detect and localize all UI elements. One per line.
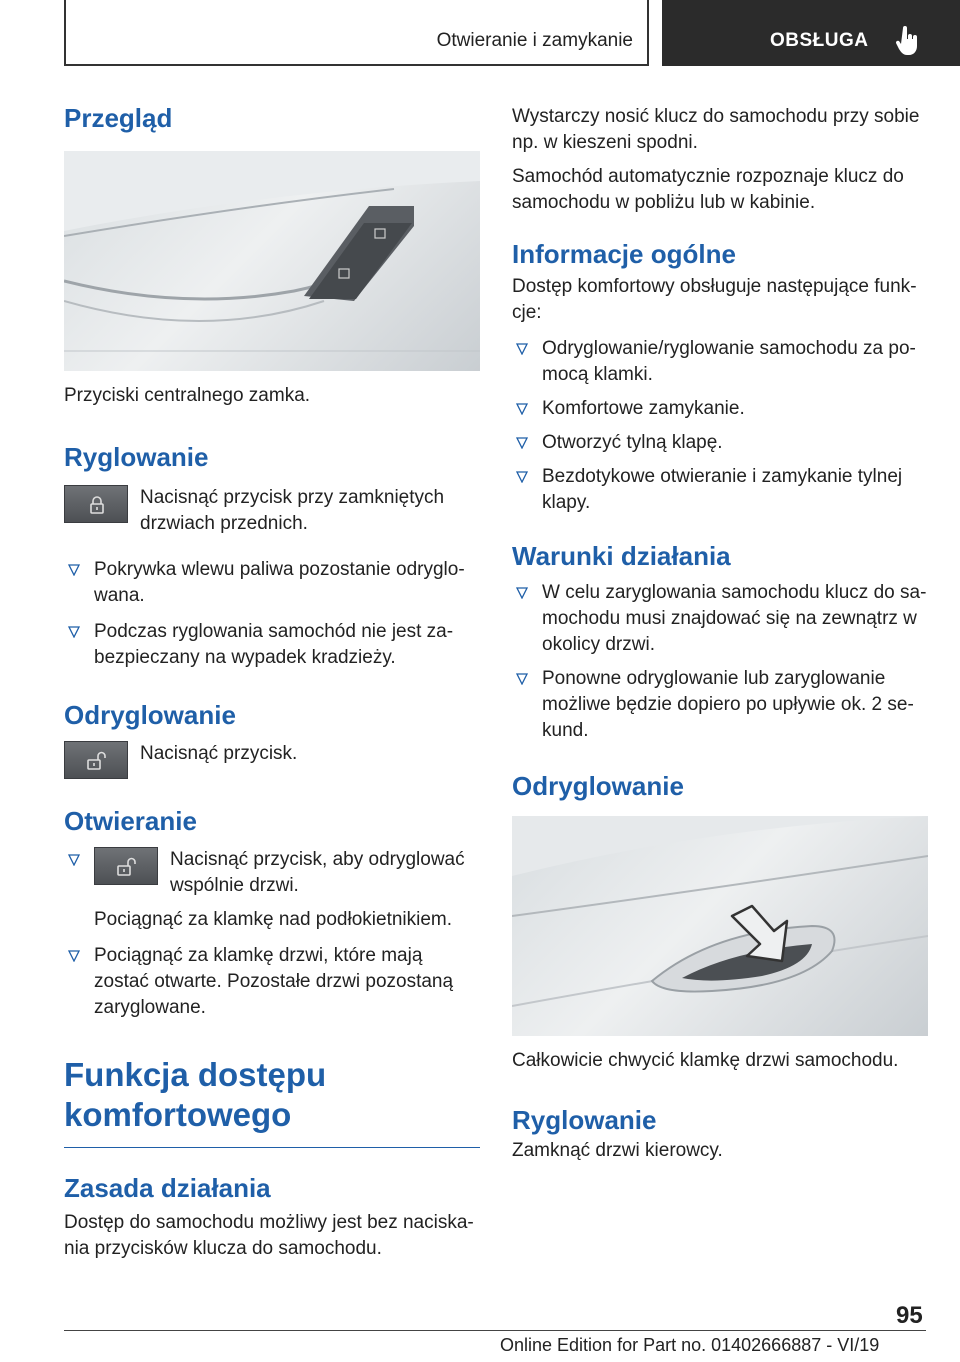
list-item: Podczas ryglowania samochód nie jest zabezpieczany na wypadek kradzieży. — [64, 619, 480, 671]
locking-row — [64, 485, 480, 537]
triangle-bullet-icon — [516, 343, 528, 355]
section-divider — [64, 1147, 480, 1148]
unlocking-row — [64, 741, 480, 779]
door-lock-buttons-photo — [64, 151, 480, 371]
triangle-bullet-icon — [516, 403, 528, 415]
principle-text: Dostęp do samochodu możliwy jest bez naciskania przycisków klucza do samochodu. — [64, 1212, 474, 1259]
triangle-bullet-icon — [516, 587, 528, 599]
locking-list — [64, 557, 480, 671]
section-tab-label: OBSŁUGA — [770, 30, 869, 51]
page-number: 95 — [896, 1302, 923, 1329]
lock-heading: Ryglowanie — [512, 1105, 657, 1135]
intro-text-1: Wystarczy nosić klucz do samochodu przy sobie np. w kieszeni spodni. — [512, 106, 920, 153]
list-item — [64, 847, 480, 933]
unlocking-heading: Odryglowanie — [64, 700, 236, 730]
section-tab[interactable] — [662, 0, 960, 66]
list-item: Bezdotykowe otwieranie i zamykanie tylnej klapy. — [512, 464, 928, 516]
overview-caption: Przyciski centralnego zamka. — [64, 385, 311, 406]
triangle-bullet-icon — [516, 471, 528, 483]
conditions-list — [512, 580, 928, 744]
triangle-bullet-icon — [68, 854, 80, 866]
general-info-text: Dostęp komfortowy obsługuje następujące funkcje: — [512, 276, 917, 323]
list-item: Pociągnąć za klamkę drzwi, które mają zostać otwarte. Pozostałe drzwi pozostaną zaryglowane. — [64, 943, 480, 1021]
list-item: W celu zaryglowania samochodu klucz do samochodu musi znajdować się na zewnątrz w okolicy drzwi. — [512, 580, 928, 658]
triangle-bullet-icon — [516, 437, 528, 449]
general-info-heading: Informacje ogólne — [512, 239, 736, 269]
lock-button-image — [64, 485, 128, 523]
triangle-bullet-icon — [68, 950, 80, 962]
list-item: Ponowne odryglowanie lub zaryglowanie możliwe będzie dopiero po upływie ok. 2 sekund. — [512, 666, 928, 744]
overview-heading: Przegląd — [64, 103, 173, 133]
header-box — [64, 0, 649, 66]
chapter-title: Otwieranie i zamykanie — [436, 30, 633, 51]
opening-subtext: Pociągnąć za klamkę nad podłokietnikiem. — [94, 909, 453, 930]
unlock-button-image — [94, 847, 158, 885]
lock-icon — [87, 495, 107, 515]
list-item: Pokrywka wlewu paliwa pozostanie odryglowana. — [64, 557, 480, 609]
principle-heading: Zasada działania — [64, 1173, 271, 1203]
door-handle-photo — [512, 816, 928, 1036]
triangle-bullet-icon — [68, 626, 80, 638]
unlock-button-image — [64, 741, 128, 779]
triangle-bullet-icon — [516, 673, 528, 685]
locking-text: Nacisnąć przycisk przy zamkniętych drzwiach przednich. — [140, 487, 445, 534]
right-column — [512, 100, 928, 1164]
intro-text-2: Samochód automatycznie rozpoznaje klucz do samochodu w pobliżu lub w kabinie. — [512, 166, 904, 213]
unlock-caption: Całkowicie chwycić klamkę drzwi samochodu. — [512, 1050, 899, 1071]
opening-row: Nacisnąć przycisk, aby odryglować wspólnie drzwi. — [94, 847, 480, 899]
list-item: Komfortowe zamykanie. — [512, 396, 928, 422]
opening-heading: Otwieranie — [64, 806, 197, 836]
edition-note: Online Edition for Part no. 01402666887 - VI/19 — [500, 1335, 880, 1355]
conditions-heading: Warunki działania — [512, 541, 731, 571]
footer-divider — [64, 1330, 926, 1331]
hand-pointer-icon — [896, 26, 920, 56]
unlock-icon — [117, 857, 137, 877]
list-item: Otworzyć tylną klapę. — [512, 430, 928, 456]
opening-list — [64, 847, 480, 1021]
comfort-access-heading: Funkcja dostępu komfortowego — [64, 1056, 327, 1133]
unlock-icon — [87, 751, 107, 771]
general-list — [512, 336, 928, 516]
left-column — [64, 100, 480, 1262]
lock-text: Zamknąć drzwi kierowcy. — [512, 1140, 723, 1161]
triangle-bullet-icon — [68, 564, 80, 576]
list-item: Odryglowanie/ryglowanie samochodu za pomocą klamki. — [512, 336, 928, 388]
unlocking-text: Nacisnąć przycisk. — [140, 743, 298, 764]
locking-heading: Ryglowanie — [64, 442, 209, 472]
unlock-heading: Odryglowanie — [512, 771, 684, 801]
